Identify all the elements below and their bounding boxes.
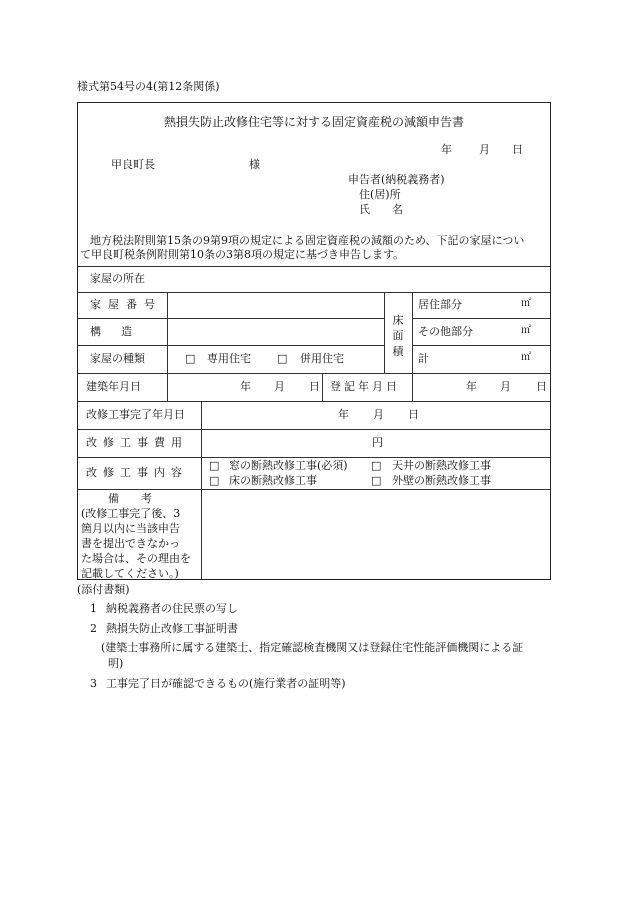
work-content-label: 改修工事内容 bbox=[86, 466, 188, 479]
floor-area-label: 床 面 積 bbox=[392, 314, 404, 358]
completion-month: 月 bbox=[373, 408, 384, 421]
attachment-2-note-line-1: (建築士事務所に属する建築士、指定確認検査機関又は登録住宅性能評価機関による証 bbox=[101, 641, 524, 654]
built-year: 年 bbox=[240, 380, 251, 393]
combined-residence-label: 併用住宅 bbox=[300, 352, 344, 365]
remarks-line-5: 記載してください。) bbox=[81, 567, 179, 580]
structure-label: 構造 bbox=[90, 325, 152, 338]
ceiling-checkbox[interactable]: □ bbox=[371, 459, 382, 472]
remarks-heading: 備 考 bbox=[108, 492, 152, 505]
reg-year: 年 bbox=[466, 380, 477, 393]
attachment-1-text: 納税義務者の住民票の写し bbox=[106, 602, 238, 615]
applicant-name-label: 氏 名 bbox=[359, 203, 403, 216]
remarks-line-2: 箇月以内に当該申告 bbox=[81, 522, 180, 535]
window-insulation-label: 窓の断熱改修工事(必須) bbox=[229, 459, 348, 472]
house-number-text: 家屋番号 bbox=[90, 298, 162, 311]
completion-day: 日 bbox=[408, 408, 419, 421]
floor-insulation-label: 床の断熱改修工事 bbox=[229, 474, 317, 487]
date-month-label: 月 bbox=[479, 143, 490, 156]
floor-checkbox[interactable]: □ bbox=[209, 474, 220, 487]
statement-line-2: て甲良町税条例附則第10条の3第8項の規定に基づき申告します。 bbox=[80, 248, 405, 261]
attachment-2-number: 2 bbox=[90, 622, 97, 635]
reg-month: 月 bbox=[500, 380, 511, 393]
statement-line-1: 地方税法附則第15条の9第9項の規定による固定資産税の減額のため、下記の家屋につい bbox=[90, 234, 525, 247]
form-number: 様式第54号の4(第12条関係) bbox=[77, 80, 220, 93]
attachment-3-number: 3 bbox=[90, 677, 97, 690]
exclusive-residence-label: 専用住宅 bbox=[207, 352, 251, 365]
attachment-3-text: 工事完了日が確認できるもの(施行業者の証明等) bbox=[106, 677, 346, 690]
residential-unit: ㎡ bbox=[521, 298, 531, 309]
attachment-2-text: 熱損失防止改修工事証明書 bbox=[106, 622, 238, 635]
exclusive-checkbox[interactable]: □ bbox=[185, 352, 196, 365]
house-number-label bbox=[90, 298, 162, 312]
applicant-address-label: 住(居)所 bbox=[359, 188, 401, 201]
total-label: 計 bbox=[418, 352, 429, 365]
residential-part-label: 居住部分 bbox=[418, 298, 462, 311]
declaration-form bbox=[77, 102, 551, 580]
attachment-2-note-line-2: 明) bbox=[108, 657, 124, 670]
cost-label: 改修工事費用 bbox=[86, 436, 188, 449]
completion-date-label: 改修工事完了年月日 bbox=[86, 408, 185, 421]
remarks-line-3: 書を提出できなかっ bbox=[81, 537, 180, 550]
attachment-1-number: 1 bbox=[90, 602, 97, 615]
form-title: 熱損失防止改修住宅等に対する固定資産税の減額申告書 bbox=[163, 115, 464, 129]
remarks-line-1: (改修工事完了後、3 bbox=[81, 507, 181, 520]
window-checkbox[interactable]: □ bbox=[209, 459, 220, 472]
total-unit: ㎡ bbox=[521, 352, 531, 363]
date-year-label: 年 bbox=[441, 143, 452, 156]
wall-insulation-label: 外壁の断熱改修工事 bbox=[392, 474, 491, 487]
built-day: 日 bbox=[309, 380, 320, 393]
built-date-label: 建築年月日 bbox=[86, 380, 141, 393]
ceiling-insulation-label: 天井の断熱改修工事 bbox=[392, 459, 491, 472]
wall-checkbox[interactable]: □ bbox=[371, 474, 382, 487]
applicant-label: 申告者(納税義務者) bbox=[348, 173, 445, 186]
addressee-name: 甲良町長 bbox=[111, 158, 155, 171]
addressee-honorific: 様 bbox=[249, 158, 260, 171]
other-part-label: その他部分 bbox=[418, 325, 473, 338]
reg-day: 日 bbox=[536, 380, 547, 393]
combined-checkbox[interactable]: □ bbox=[277, 352, 288, 365]
yen-unit: 円 bbox=[372, 436, 383, 449]
completion-year: 年 bbox=[338, 408, 349, 421]
built-month: 月 bbox=[274, 380, 285, 393]
date-day-label: 日 bbox=[512, 143, 523, 156]
location-label: 家屋の所在 bbox=[90, 272, 145, 285]
house-type-label: 家屋の種類 bbox=[90, 352, 145, 365]
registration-date-label: 登記年月日 bbox=[330, 380, 400, 393]
other-unit: ㎡ bbox=[521, 325, 531, 336]
attachments-heading: (添付書類) bbox=[77, 583, 130, 596]
remarks-line-4: た場合は、その理由を bbox=[81, 552, 191, 565]
